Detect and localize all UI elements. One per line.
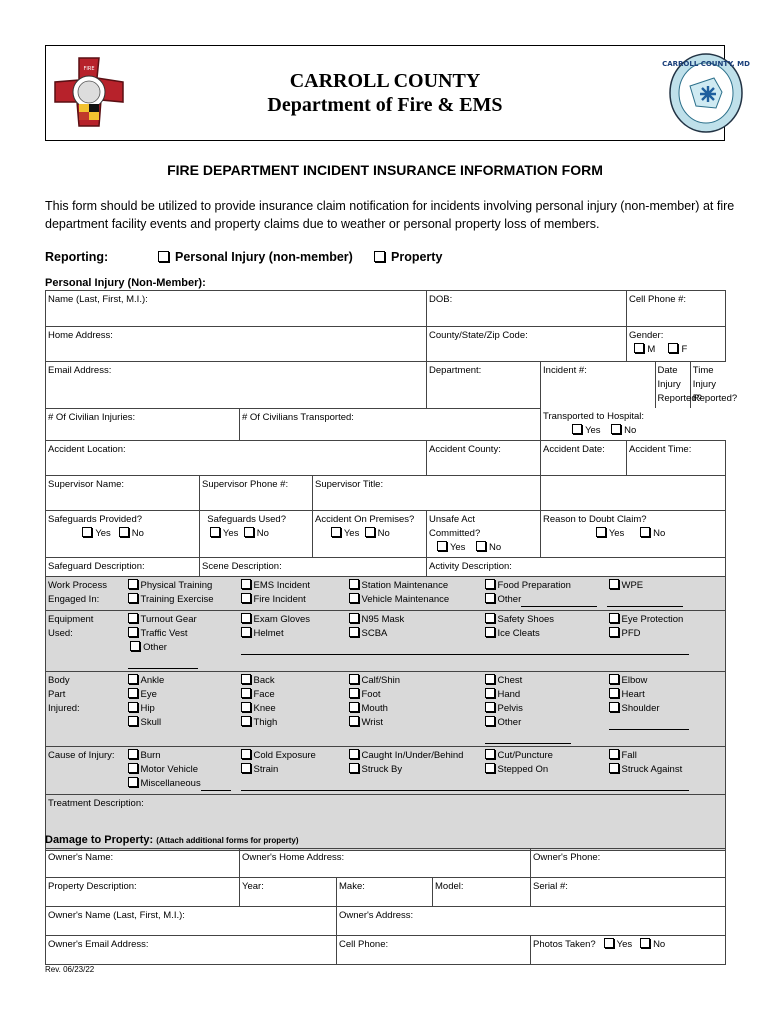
- option-label: Face: [253, 689, 275, 700]
- safeguards-used-field: [200, 511, 313, 558]
- property-description-label: Property Description:: [48, 881, 137, 892]
- checkbox-icon[interactable]: [241, 763, 251, 773]
- checkbox-icon[interactable]: [241, 579, 251, 589]
- checkbox-icon[interactable]: [476, 541, 486, 551]
- option-label: N95 Mask: [361, 614, 405, 625]
- option-label: Miscellaneous: [140, 778, 201, 789]
- personal-injury-heading: Personal Injury (Non-Member):: [45, 277, 206, 289]
- option-label: Foot: [361, 689, 381, 700]
- yes-label: Yes: [222, 528, 239, 539]
- checkbox-icon[interactable]: [485, 627, 495, 637]
- used-label: Used:: [48, 628, 73, 639]
- transported-hospital-field: [541, 408, 726, 441]
- checkbox-icon[interactable]: [128, 716, 138, 726]
- checkbox-icon[interactable]: [349, 702, 359, 712]
- checkbox-icon[interactable]: [485, 688, 495, 698]
- other-blank-line[interactable]: [521, 596, 597, 607]
- home-address-field[interactable]: [46, 327, 427, 362]
- option-label: Ice Cleats: [497, 628, 540, 639]
- checkbox-icon[interactable]: [241, 593, 251, 603]
- checkbox-icon[interactable]: [210, 527, 220, 537]
- serial-label: Serial #:: [533, 881, 568, 892]
- year-field[interactable]: [240, 878, 337, 907]
- county-state-zip-label: County/State/Zip Code:: [429, 330, 528, 341]
- checkbox-icon[interactable]: [572, 424, 582, 434]
- body-part-row: [46, 672, 726, 747]
- revision-date: Rev. 06/23/22: [45, 965, 95, 974]
- no-label: No: [653, 939, 666, 950]
- no-label: No: [377, 528, 390, 539]
- home-address-label: Home Address:: [48, 330, 113, 341]
- property-heading-note: (Attach additional forms for property): [156, 836, 299, 845]
- other-blank-line[interactable]: [607, 596, 683, 607]
- option-label: Stepped On: [497, 764, 549, 775]
- option-label: Pelvis: [497, 703, 523, 714]
- county-state-zip-field[interactable]: [427, 327, 627, 362]
- yes-label: Yes: [95, 528, 111, 539]
- checkbox-icon[interactable]: [241, 716, 251, 726]
- checkbox-icon[interactable]: [485, 613, 495, 623]
- checkbox-icon[interactable]: [244, 527, 254, 537]
- doubt-claim-label: Reason to Doubt Claim?: [543, 514, 647, 525]
- no-label: No: [489, 542, 502, 553]
- checkbox-icon[interactable]: [609, 688, 619, 698]
- work-process-row: [46, 577, 726, 611]
- checkbox-icon[interactable]: [609, 613, 619, 623]
- option-label: Station Maintenance: [361, 580, 449, 591]
- accident-county-field[interactable]: [427, 441, 541, 476]
- other-blank-line[interactable]: [485, 733, 571, 744]
- checkbox-icon[interactable]: [128, 763, 138, 773]
- option-label: Ankle: [140, 675, 165, 686]
- serial-field[interactable]: [531, 878, 726, 907]
- checkbox-icon[interactable]: [485, 749, 495, 759]
- checkbox-icon[interactable]: [609, 702, 619, 712]
- checkbox-icon[interactable]: [128, 688, 138, 698]
- checkbox-icon[interactable]: [609, 627, 619, 637]
- property-heading: [45, 834, 299, 846]
- accident-time-label: Accident Time:: [629, 444, 692, 455]
- option-label: Wrist: [361, 717, 383, 728]
- gender-f-label: F: [681, 344, 688, 355]
- checkbox-icon[interactable]: [634, 343, 644, 353]
- owner-home-address-field[interactable]: [240, 849, 531, 878]
- header-department: Department of Fire & EMS: [267, 94, 503, 116]
- owner-home-address-label: Owner's Home Address:: [242, 852, 345, 863]
- unsafe-act-field: [427, 511, 541, 558]
- option-label: Back: [253, 675, 275, 686]
- equipment-row: [46, 611, 726, 672]
- owner-email-field[interactable]: [46, 936, 337, 965]
- property-table: [45, 848, 726, 965]
- checkbox-icon[interactable]: [349, 763, 359, 773]
- option-label: Cold Exposure: [253, 750, 316, 761]
- name-label: Name (Last, First, M.I.):: [48, 294, 148, 305]
- option-label: Thigh: [253, 717, 278, 728]
- photos-taken-field: [531, 936, 726, 965]
- option-label: Hand: [497, 689, 521, 700]
- header-box: [45, 45, 725, 141]
- option-label: Eye: [140, 689, 157, 700]
- make-field[interactable]: [337, 878, 433, 907]
- time-injury-label: Time Injury Reported?: [692, 365, 738, 404]
- checkbox-icon[interactable]: [241, 688, 251, 698]
- checkbox-icon[interactable]: [241, 613, 251, 623]
- model-field[interactable]: [433, 878, 531, 907]
- checkbox-icon[interactable]: [128, 674, 138, 684]
- owner-name-full-field[interactable]: [46, 907, 337, 936]
- checkbox-icon[interactable]: [485, 716, 495, 726]
- yes-label: Yes: [343, 528, 360, 539]
- property-heading-text: Damage to Property:: [45, 834, 154, 846]
- owner-email-label: Owner's Email Address:: [48, 939, 149, 950]
- property-description-field[interactable]: [46, 878, 240, 907]
- email-label: Email Address:: [48, 365, 112, 376]
- checkbox-icon[interactable]: [349, 613, 359, 623]
- option-label: Other: [497, 717, 522, 728]
- owner-address-field[interactable]: [337, 907, 726, 936]
- reporting-property-label: Property: [391, 250, 443, 264]
- checkbox-icon[interactable]: [82, 527, 92, 537]
- gender-field: [627, 327, 726, 362]
- checkbox-icon[interactable]: [596, 527, 606, 537]
- option-label: Shoulder: [621, 703, 660, 714]
- intro-text: This form should be utilized to provide insurance claim notification for incidents involving personal injury (non-member) at fire department facility events and property claims due to weather or personal property loss of members.: [45, 199, 735, 231]
- checkbox-icon[interactable]: [119, 527, 129, 537]
- checkbox-icon[interactable]: [128, 749, 138, 759]
- owner-address-label: Owner's Address:: [339, 910, 414, 921]
- option-label: Strain: [253, 764, 279, 775]
- option-label: Traffic Vest: [140, 628, 188, 639]
- supervisor-title-field[interactable]: [313, 476, 541, 511]
- no-label: No: [131, 528, 144, 539]
- owner-phone-field[interactable]: [531, 849, 726, 878]
- checkbox-icon[interactable]: [349, 674, 359, 684]
- engaged-in-label: Engaged In:: [48, 594, 100, 605]
- civilians-transported-label: # Of Civilians Transported:: [242, 411, 354, 423]
- checkbox-icon[interactable]: [485, 702, 495, 712]
- activity-description-label: Activity Description:: [429, 561, 512, 572]
- dob-field[interactable]: [427, 291, 627, 327]
- other-blank-line[interactable]: [128, 658, 198, 669]
- checkbox-icon[interactable]: [241, 702, 251, 712]
- accident-time-field[interactable]: [627, 441, 726, 476]
- checkbox-icon[interactable]: [128, 613, 138, 623]
- checkbox-icon[interactable]: [349, 627, 359, 637]
- yes-label: Yes: [585, 425, 601, 436]
- email-field[interactable]: [46, 362, 427, 409]
- reporting-label: Reporting:: [45, 250, 109, 264]
- dob-label: DOB:: [429, 294, 453, 305]
- option-label: Hip: [140, 703, 155, 714]
- option-label: Mouth: [361, 703, 388, 714]
- supervisor-name-field[interactable]: [46, 476, 200, 511]
- checkbox-icon[interactable]: [331, 527, 341, 537]
- treatment-description-label: Treatment Description:: [48, 798, 144, 809]
- checkbox-icon[interactable]: [485, 674, 495, 684]
- checkbox-icon[interactable]: [128, 702, 138, 712]
- option-label: Other: [497, 594, 522, 605]
- checkbox-icon[interactable]: [241, 674, 251, 684]
- civilian-injuries-label: # Of Civilian Injuries:: [48, 411, 136, 423]
- incident-number-label: Incident #:: [543, 365, 587, 376]
- option-label: Struck Against: [621, 764, 683, 775]
- option-label: Calf/Shin: [361, 675, 401, 686]
- transported-hospital-label: Transported to Hospital:: [543, 411, 645, 422]
- checkbox-icon[interactable]: [609, 749, 619, 759]
- checkbox-icon[interactable]: [609, 579, 619, 589]
- checkbox-icon[interactable]: [365, 527, 375, 537]
- work-process-label: Work Process: [48, 580, 107, 591]
- checkbox-icon[interactable]: [609, 763, 619, 773]
- checkbox-icon[interactable]: [437, 541, 447, 551]
- year-label: Year:: [242, 881, 264, 892]
- checkbox-icon[interactable]: [374, 251, 385, 262]
- date-injury-label: Date Injury Reported?: [657, 365, 702, 404]
- gender-m-label: M: [647, 344, 656, 355]
- accident-location-field[interactable]: [46, 441, 427, 476]
- option-label: Knee: [253, 703, 276, 714]
- option-label: Motor Vehicle: [140, 764, 199, 775]
- body-label: Body: [48, 675, 70, 686]
- checkbox-icon[interactable]: [640, 527, 650, 537]
- checkbox-icon[interactable]: [349, 579, 359, 589]
- supervisor-title-label: Supervisor Title:: [315, 479, 384, 490]
- option-label: WPE: [621, 580, 644, 591]
- option-label: Eye Protection: [621, 614, 684, 625]
- option-label: Vehicle Maintenance: [361, 594, 450, 605]
- form-title: FIRE DEPARTMENT INCIDENT INSURANCE INFORMATION FORM: [167, 162, 603, 178]
- doubt-claim-field: [541, 511, 726, 558]
- supervisor-phone-label: Supervisor Phone #:: [202, 479, 289, 490]
- cause-of-injury-label: Cause of Injury:: [48, 750, 115, 761]
- checkbox-icon[interactable]: [609, 674, 619, 684]
- gender-label: Gender:: [629, 330, 664, 341]
- checkbox-icon[interactable]: [128, 579, 138, 589]
- option-label: Food Preparation: [497, 580, 571, 591]
- reporting-personal-label: Personal Injury (non-member): [175, 250, 353, 264]
- checkbox-icon[interactable]: [349, 716, 359, 726]
- safeguards-provided-field: [46, 511, 200, 558]
- option-label: Chest: [497, 675, 523, 686]
- make-label: Make:: [339, 881, 365, 892]
- scene-description-label: Scene Description:: [202, 561, 282, 572]
- reporting-personal-option[interactable]: [158, 250, 353, 264]
- option-label: Other: [143, 642, 167, 653]
- accident-date-label: Accident Date:: [543, 444, 605, 455]
- accident-date-field[interactable]: [541, 441, 627, 476]
- option-label: SCBA: [361, 628, 388, 639]
- county-seal-logo: [662, 52, 750, 134]
- personal-injury-table: [45, 290, 738, 596]
- checkbox-icon[interactable]: [349, 593, 359, 603]
- owner-phone-label: Owner's Phone:: [533, 852, 601, 863]
- no-label: No: [256, 528, 269, 539]
- no-label: No: [653, 528, 666, 539]
- owner-name-full-label: Owner's Name (Last, First, M.I.):: [48, 910, 185, 921]
- supervisor-phone-field[interactable]: [200, 476, 313, 511]
- department-field[interactable]: [427, 362, 541, 409]
- yes-label: Yes: [449, 542, 466, 553]
- misc-blank-line[interactable]: [201, 780, 231, 791]
- checkbox-icon[interactable]: [128, 777, 138, 787]
- option-label: Safety Shoes: [497, 614, 555, 625]
- injury-checklist-table: [45, 576, 726, 851]
- option-label: Training Exercise: [140, 594, 214, 605]
- no-label: No: [624, 425, 637, 436]
- civilians-transported-field[interactable]: [240, 408, 541, 441]
- option-label: Physical Training: [140, 580, 213, 591]
- accident-premises-field: [313, 511, 427, 558]
- option-label: Helmet: [253, 628, 284, 639]
- reporting-property-option[interactable]: [374, 250, 442, 264]
- option-label: Struck By: [361, 764, 403, 775]
- date-injury-field[interactable]: [655, 362, 702, 408]
- option-label: Turnout Gear: [140, 614, 197, 625]
- checkbox-icon[interactable]: [349, 749, 359, 759]
- option-label: Elbow: [621, 675, 648, 686]
- option-label: Cut/Puncture: [497, 750, 553, 761]
- model-label: Model:: [435, 881, 464, 892]
- checkbox-icon[interactable]: [241, 749, 251, 759]
- svg-text:FIRE: FIRE: [83, 66, 95, 72]
- cause-of-injury-row: [46, 747, 726, 795]
- owner-cell-field[interactable]: [337, 936, 531, 965]
- owner-name-label: Owner's Name:: [48, 852, 114, 863]
- time-injury-field[interactable]: [690, 362, 738, 408]
- option-label: Exam Gloves: [253, 614, 310, 625]
- accident-premises-label: Accident On Premises?: [315, 514, 415, 525]
- safeguards-provided-label: Safeguards Provided?: [48, 514, 143, 525]
- injured-label: Injured:: [48, 703, 80, 714]
- seal-text: CARROLL COUNTY, MD: [662, 60, 750, 68]
- owner-cell-label: Cell Phone:: [339, 939, 389, 950]
- option-label: Fire Incident: [253, 594, 306, 605]
- checkbox-icon[interactable]: [485, 593, 495, 603]
- accident-county-label: Accident County:: [429, 444, 501, 455]
- checkbox-icon[interactable]: [485, 763, 495, 773]
- supervisor-name-label: Supervisor Name:: [48, 479, 125, 490]
- checkbox-icon[interactable]: [128, 593, 138, 603]
- blank-cell: [541, 476, 726, 511]
- option-label: PFD: [621, 628, 641, 639]
- part-label: Part: [48, 689, 66, 700]
- option-label: Fall: [621, 750, 637, 761]
- checkbox-icon[interactable]: [128, 627, 138, 637]
- unsafe-act-label: Unsafe Act Committed?: [429, 514, 481, 539]
- option-label: Skull: [140, 717, 162, 728]
- equipment-label: Equipment: [48, 614, 94, 625]
- option-label: EMS Incident: [253, 580, 310, 591]
- photos-taken-label: Photos Taken?: [533, 939, 596, 950]
- header-county: CARROLL COUNTY: [289, 70, 481, 92]
- owner-name-field[interactable]: [46, 849, 240, 878]
- option-label: Burn: [140, 750, 161, 761]
- yes-label: Yes: [616, 939, 633, 950]
- checkbox-icon[interactable]: [668, 343, 678, 353]
- safeguards-used-label: Safeguards Used?: [207, 514, 286, 525]
- checkbox-icon[interactable]: [241, 627, 251, 637]
- incident-number-field[interactable]: [541, 362, 655, 408]
- checkbox-icon[interactable]: [158, 251, 169, 262]
- checkbox-icon[interactable]: [611, 424, 621, 434]
- yes-label: Yes: [608, 528, 625, 539]
- civilian-injuries-field[interactable]: [46, 408, 240, 441]
- accident-location-label: Accident Location:: [48, 444, 126, 455]
- checkbox-icon[interactable]: [349, 688, 359, 698]
- checkbox-icon[interactable]: [130, 641, 140, 651]
- option-label: Caught In/Under/Behind: [361, 750, 464, 761]
- department-label: Department:: [429, 365, 482, 376]
- cell-phone-field[interactable]: [627, 291, 726, 327]
- checkbox-icon[interactable]: [604, 938, 614, 948]
- name-field[interactable]: [46, 291, 427, 327]
- safeguard-description-label: Safeguard Description:: [48, 561, 145, 572]
- option-label: Heart: [621, 689, 645, 700]
- checkbox-icon[interactable]: [640, 938, 650, 948]
- checkbox-icon[interactable]: [485, 579, 495, 589]
- cell-phone-label: Cell Phone #:: [629, 294, 687, 305]
